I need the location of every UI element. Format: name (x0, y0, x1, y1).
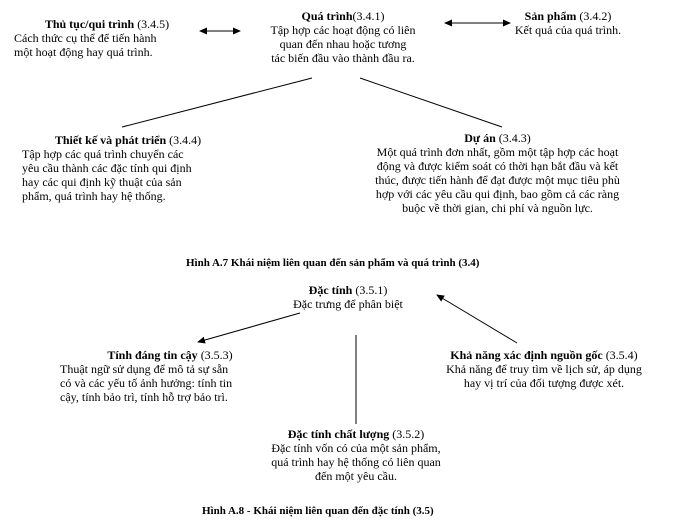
node-project-ref: (3.4.3) (495, 131, 531, 145)
node-product-line: Kết quả của quá trình. (514, 23, 622, 37)
node-design-ref: (3.4.4) (166, 133, 202, 147)
node-procedure-line: một hoạt động hay quá trình. (14, 45, 153, 59)
node-quality-characteristic-line: Đặc tính vốn có của một sản phẩm, (271, 441, 441, 455)
node-characteristic-title: Đặc tính (308, 283, 353, 297)
node-characteristic-ref: (3.5.1) (352, 283, 388, 297)
node-design-title: Thiết kế và phát triển (54, 133, 167, 147)
node-project-line: động và được kiểm soát có thời hạn bắt đầu và kết (376, 159, 619, 173)
figure-a7-caption: Hình A.7 Khái niệm liên quan đến sản phẩm và quá trình (3.4) (186, 257, 480, 269)
node-traceability (424, 348, 664, 390)
node-dependability-title: Tính đáng tin cậy (107, 348, 198, 362)
node-project-title: Dự án (464, 131, 496, 145)
node-design-line: hay các qui định kỹ thuật của sản (22, 175, 182, 189)
node-traceability-line: Khả năng để truy tìm về lịch sử, áp dụng (446, 362, 642, 376)
node-process-line: tác biến đầu vào thành đầu ra. (271, 51, 415, 65)
node-product (498, 9, 638, 37)
figure-a8-caption: Hình A.8 - Khái niệm liên quan đến đặc tính (3.5) (202, 505, 434, 517)
node-design-line: Tập hợp các quá trình chuyển các (22, 147, 184, 161)
node-process-title: Quá trình (301, 9, 353, 23)
node-procedure (14, 17, 200, 59)
node-process-line: Tập hợp các hoạt động có liên (270, 23, 416, 37)
node-quality-characteristic-line: đến một yêu cầu. (315, 469, 397, 483)
node-traceability-title: Khả năng xác định nguồn gốc (450, 348, 603, 362)
node-design-line: yêu cầu thành các đặc tính qui định (22, 161, 192, 175)
node-dependability-ref: (3.5.3) (197, 348, 233, 362)
node-procedure-title: Thủ tục/qui trình (44, 17, 135, 31)
node-project (330, 131, 665, 215)
node-project-line: Một quá trình đơn nhất, gồm một tập hợp các hoạt (376, 145, 619, 159)
node-project-line: thúc, được tiến hành để đạt được một mục tiêu phù (375, 173, 620, 187)
node-traceability-line: hay vị trí của đối tượng được xét. (463, 376, 625, 390)
node-procedure-ref: (3.4.5) (134, 17, 170, 31)
link-characteristic-dependability (198, 313, 300, 342)
node-traceability-ref: (3.5.4) (602, 348, 638, 362)
node-dependability-line: cậy, tính bảo trì, tính hỗ trợ bảo trì. (60, 390, 228, 404)
node-quality-characteristic-ref: (3.5.2) (389, 427, 425, 441)
node-dependability (60, 348, 280, 404)
node-characteristic-line: Đặc trưng để phân biệt (293, 297, 403, 311)
node-product-title: Sản phẩm (524, 9, 577, 23)
node-project-line: buộc về thời gian, chi phí và nguồn lực. (402, 201, 593, 215)
node-project-line: hợp với các yêu cầu qui định, bao gồm cả các ràng (375, 187, 620, 201)
node-dependability-line: Thuật ngữ sử dụng để mô tả sự sẵn (60, 362, 229, 376)
link-process-project (360, 78, 502, 127)
link-characteristic-traceability (437, 295, 517, 343)
node-product-ref: (3.4.2) (576, 9, 612, 23)
node-quality-characteristic-line: quá trình hay hệ thống có liên quan (271, 455, 441, 469)
node-quality-characteristic (236, 427, 476, 483)
node-design (22, 133, 234, 203)
node-process-ref: (3.4.1) (352, 9, 385, 23)
node-process (242, 9, 444, 65)
link-process-design (122, 78, 312, 127)
node-characteristic (268, 283, 428, 311)
node-dependability-line: có và các yếu tố ảnh hưởng: tính tin (60, 376, 233, 390)
node-procedure-line: Cách thức cụ thể để tiến hành (14, 31, 157, 45)
node-design-line: phẩm, quá trình hay hệ thống. (22, 189, 166, 203)
node-quality-characteristic-title: Đặc tính chất lượng (287, 427, 390, 441)
node-process-line: quan đến nhau hoặc tương (279, 37, 407, 51)
